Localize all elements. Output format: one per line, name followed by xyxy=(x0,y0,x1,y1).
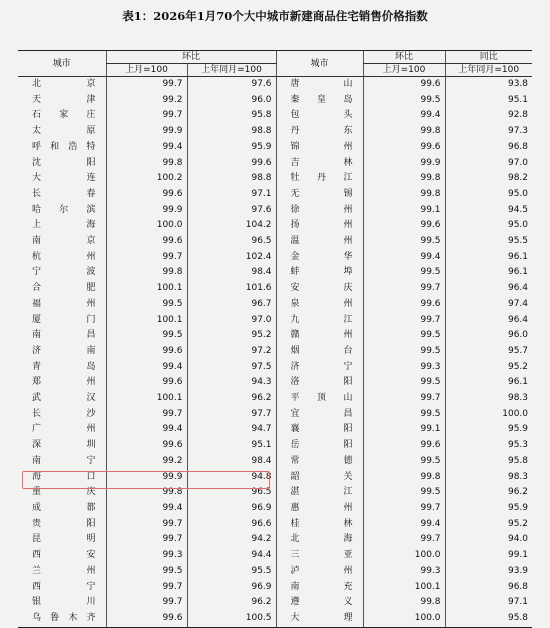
yoy-value: 99.1 xyxy=(445,548,532,564)
city-name: 银川 xyxy=(32,597,96,608)
yoy-value: 96.0 xyxy=(445,328,532,344)
mom-value: 99.5 xyxy=(363,485,445,501)
header-city-2: 城市 xyxy=(276,51,363,77)
city-name: 遵义 xyxy=(276,595,363,611)
yoy-value: 96.9 xyxy=(187,580,276,596)
mom-value: 99.7 xyxy=(106,517,187,533)
mom-value: 99.6 xyxy=(363,297,445,313)
yoy-value: 94.4 xyxy=(187,548,276,564)
city-name: 南宁 xyxy=(32,455,96,466)
table-row xyxy=(18,124,532,140)
city-name: 无锡 xyxy=(276,187,363,203)
mom-value: 99.8 xyxy=(363,595,445,611)
table-row xyxy=(18,580,532,596)
city-name: 湛江 xyxy=(276,485,363,501)
table-row xyxy=(18,297,532,313)
yoy-value: 95.2 xyxy=(187,328,276,344)
city-name: 南昌 xyxy=(32,330,96,341)
yoy-value: 99.6 xyxy=(187,156,276,172)
yoy-value: 96.4 xyxy=(445,281,532,297)
yoy-value: 94.3 xyxy=(187,375,276,391)
mom-value: 100.1 xyxy=(106,391,187,407)
mom-value: 99.7 xyxy=(106,532,187,548)
yoy-value: 95.8 xyxy=(445,454,532,470)
city-name: 泉州 xyxy=(276,297,363,313)
city-name: 长沙 xyxy=(32,408,96,419)
mom-value: 99.8 xyxy=(106,156,187,172)
table-row xyxy=(18,391,532,407)
table-row xyxy=(18,517,532,533)
mom-value: 99.7 xyxy=(106,580,187,596)
city-name: 南京 xyxy=(32,236,96,247)
yoy-value: 92.8 xyxy=(445,108,532,124)
mom-value: 99.1 xyxy=(363,203,445,219)
header-yoy-base-2: 上年同月=100 xyxy=(445,64,532,77)
header-mom-base: 上月=100 xyxy=(106,64,187,77)
mom-value: 100.2 xyxy=(106,171,187,187)
yoy-value: 96.2 xyxy=(187,595,276,611)
mom-value: 99.4 xyxy=(106,501,187,517)
mom-value: 99.5 xyxy=(106,564,187,580)
city-name: 天津 xyxy=(32,94,96,105)
mom-value: 99.9 xyxy=(106,470,187,486)
mom-value: 100.1 xyxy=(106,281,187,297)
yoy-value: 97.4 xyxy=(445,297,532,313)
city-name: 韶关 xyxy=(276,470,363,486)
mom-value: 99.7 xyxy=(363,391,445,407)
yoy-value: 104.2 xyxy=(187,218,276,234)
mom-value: 99.8 xyxy=(363,187,445,203)
yoy-value: 95.9 xyxy=(445,422,532,438)
city-name: 泸州 xyxy=(276,564,363,580)
city-name: 广州 xyxy=(32,424,96,435)
table-row xyxy=(18,281,532,297)
yoy-value: 96.1 xyxy=(445,375,532,391)
city-name: 大连 xyxy=(32,173,96,184)
header-mom: 环比 xyxy=(106,51,276,64)
header-mom-2: 环比 xyxy=(363,51,445,64)
city-name: 赣州 xyxy=(276,328,363,344)
mom-value: 99.9 xyxy=(363,156,445,172)
mom-value: 99.5 xyxy=(363,93,445,109)
yoy-value: 100.0 xyxy=(445,407,532,423)
city-name: 秦皇岛 xyxy=(276,93,363,109)
yoy-value: 98.3 xyxy=(445,470,532,486)
table-row xyxy=(18,360,532,376)
yoy-value: 95.3 xyxy=(445,438,532,454)
yoy-value: 94.7 xyxy=(187,422,276,438)
yoy-value: 98.8 xyxy=(187,124,276,140)
yoy-value: 97.7 xyxy=(187,407,276,423)
table-row xyxy=(18,313,532,329)
table-row xyxy=(18,548,532,564)
city-name: 宜昌 xyxy=(276,407,363,423)
mom-value: 99.6 xyxy=(106,344,187,360)
table-row xyxy=(18,218,532,234)
city-name: 石家庄 xyxy=(32,110,96,121)
table-row xyxy=(18,265,532,281)
city-name: 济南 xyxy=(32,345,96,356)
yoy-value: 101.6 xyxy=(187,281,276,297)
city-name: 太原 xyxy=(32,126,96,137)
city-name: 徐州 xyxy=(276,203,363,219)
yoy-value: 94.5 xyxy=(445,203,532,219)
table-row xyxy=(18,501,532,517)
city-name: 北京 xyxy=(32,79,96,89)
table-title: 表1：2026年1月70个大中城市新建商品住宅销售价格指数 xyxy=(122,9,428,23)
yoy-value: 95.0 xyxy=(445,218,532,234)
city-name: 烟台 xyxy=(276,344,363,360)
mom-value: 99.7 xyxy=(106,595,187,611)
city-name: 福州 xyxy=(32,298,96,309)
yoy-value: 98.8 xyxy=(187,171,276,187)
mom-value: 99.7 xyxy=(363,313,445,329)
mom-value: 99.4 xyxy=(363,250,445,266)
table-row xyxy=(18,454,532,470)
table-row xyxy=(18,140,532,156)
table-row xyxy=(18,171,532,187)
yoy-value: 98.2 xyxy=(445,171,532,187)
city-name: 上海 xyxy=(32,220,96,231)
city-name: 贵阳 xyxy=(32,518,96,529)
city-name: 昆明 xyxy=(32,534,96,545)
yoy-value: 95.2 xyxy=(445,517,532,533)
yoy-value: 95.0 xyxy=(445,187,532,203)
mom-value: 99.6 xyxy=(106,234,187,250)
table-row xyxy=(18,234,532,250)
mom-value: 99.8 xyxy=(363,470,445,486)
yoy-value: 95.8 xyxy=(187,108,276,124)
mom-value: 99.6 xyxy=(363,77,445,93)
table-row xyxy=(18,611,532,627)
yoy-value: 97.5 xyxy=(187,360,276,376)
yoy-value: 96.1 xyxy=(445,250,532,266)
mom-value: 99.5 xyxy=(363,454,445,470)
mom-value: 99.5 xyxy=(363,265,445,281)
mom-value: 99.4 xyxy=(363,517,445,533)
yoy-value: 98.4 xyxy=(187,265,276,281)
mom-value: 99.5 xyxy=(363,344,445,360)
yoy-value: 96.5 xyxy=(187,234,276,250)
yoy-value: 95.5 xyxy=(445,234,532,250)
city-name: 北海 xyxy=(276,532,363,548)
yoy-value: 96.2 xyxy=(187,391,276,407)
mom-value: 99.9 xyxy=(106,203,187,219)
table-row xyxy=(18,485,532,501)
yoy-value: 96.4 xyxy=(445,313,532,329)
mom-value: 99.6 xyxy=(106,611,187,627)
city-name: 襄阳 xyxy=(276,422,363,438)
city-name: 三亚 xyxy=(276,548,363,564)
table-row xyxy=(18,93,532,109)
table-row xyxy=(18,422,532,438)
mom-value: 99.7 xyxy=(106,250,187,266)
mom-value: 99.8 xyxy=(106,485,187,501)
mom-value: 99.6 xyxy=(363,218,445,234)
table-row xyxy=(18,407,532,423)
yoy-value: 96.8 xyxy=(445,580,532,596)
table-row xyxy=(18,108,532,124)
city-name: 西安 xyxy=(32,550,96,561)
table-row xyxy=(18,375,532,391)
city-name: 西宁 xyxy=(32,581,96,592)
yoy-value: 96.6 xyxy=(187,517,276,533)
mom-value: 99.8 xyxy=(363,124,445,140)
city-name: 杭州 xyxy=(32,251,96,262)
yoy-value: 95.8 xyxy=(445,611,532,627)
yoy-value: 98.3 xyxy=(445,391,532,407)
table-row xyxy=(18,156,532,172)
mom-value: 99.6 xyxy=(363,438,445,454)
city-name: 扬州 xyxy=(276,218,363,234)
mom-value: 99.8 xyxy=(106,265,187,281)
city-name: 蚌埠 xyxy=(276,265,363,281)
city-name: 厦门 xyxy=(32,314,96,325)
mom-value: 99.6 xyxy=(106,187,187,203)
city-name: 金华 xyxy=(276,250,363,266)
yoy-value: 94.2 xyxy=(187,532,276,548)
table-row xyxy=(18,328,532,344)
city-name: 洛阳 xyxy=(276,375,363,391)
yoy-value: 97.1 xyxy=(445,595,532,611)
mom-value: 99.7 xyxy=(106,77,187,93)
yoy-value: 95.9 xyxy=(187,140,276,156)
city-name: 吉林 xyxy=(276,156,363,172)
yoy-value: 95.2 xyxy=(445,360,532,376)
table-row xyxy=(18,470,532,486)
mom-value: 99.5 xyxy=(363,234,445,250)
mom-value: 99.1 xyxy=(363,422,445,438)
yoy-value: 94.8 xyxy=(187,470,276,486)
city-name: 牡丹江 xyxy=(276,171,363,187)
yoy-value: 96.1 xyxy=(445,265,532,281)
mom-value: 99.7 xyxy=(363,281,445,297)
city-name: 岳阳 xyxy=(276,438,363,454)
city-name: 深圳 xyxy=(32,440,96,451)
mom-value: 99.7 xyxy=(106,108,187,124)
city-name: 青岛 xyxy=(32,361,96,372)
table-row xyxy=(18,564,532,580)
mom-value: 99.5 xyxy=(106,297,187,313)
mom-value: 99.5 xyxy=(363,375,445,391)
city-name: 合肥 xyxy=(32,283,96,294)
mom-value: 99.7 xyxy=(363,532,445,548)
mom-value: 99.9 xyxy=(106,124,187,140)
table-row xyxy=(18,250,532,266)
mom-value: 100.0 xyxy=(363,611,445,627)
yoy-value: 97.6 xyxy=(187,203,276,219)
mom-value: 99.4 xyxy=(363,108,445,124)
mom-value: 99.2 xyxy=(106,454,187,470)
city-name: 平顶山 xyxy=(276,391,363,407)
header-city: 城市 xyxy=(18,51,106,77)
yoy-value: 97.1 xyxy=(187,187,276,203)
mom-value: 99.4 xyxy=(106,360,187,376)
city-name: 沈阳 xyxy=(32,157,96,168)
yoy-value: 94.0 xyxy=(445,532,532,548)
yoy-value: 96.5 xyxy=(187,485,276,501)
city-name: 常德 xyxy=(276,454,363,470)
yoy-value: 96.2 xyxy=(445,485,532,501)
city-name: 宁波 xyxy=(32,267,96,278)
mom-value: 100.1 xyxy=(106,313,187,329)
yoy-value: 96.7 xyxy=(187,297,276,313)
yoy-value: 97.3 xyxy=(445,124,532,140)
city-name: 哈尔滨 xyxy=(32,204,96,215)
mom-value: 99.4 xyxy=(106,140,187,156)
header-mom-base-2: 上月=100 xyxy=(363,64,445,77)
yoy-value: 93.9 xyxy=(445,564,532,580)
mom-value: 99.4 xyxy=(106,422,187,438)
mom-value: 99.3 xyxy=(363,360,445,376)
yoy-value: 95.1 xyxy=(445,93,532,109)
yoy-value: 97.0 xyxy=(445,156,532,172)
mom-value: 99.2 xyxy=(106,93,187,109)
yoy-value: 95.9 xyxy=(445,501,532,517)
mom-value: 99.8 xyxy=(363,171,445,187)
yoy-value: 96.9 xyxy=(187,501,276,517)
table-row xyxy=(18,438,532,454)
yoy-value: 95.5 xyxy=(187,564,276,580)
yoy-value: 97.0 xyxy=(187,313,276,329)
city-name: 锦州 xyxy=(276,140,363,156)
mom-value: 99.3 xyxy=(106,548,187,564)
city-name: 重庆 xyxy=(32,487,96,498)
city-name: 包头 xyxy=(276,108,363,124)
yoy-value: 97.6 xyxy=(187,77,276,93)
city-name: 郑州 xyxy=(32,377,96,388)
yoy-value: 102.4 xyxy=(187,250,276,266)
table-row xyxy=(18,203,532,219)
yoy-value: 95.1 xyxy=(187,438,276,454)
mom-value: 99.6 xyxy=(106,375,187,391)
mom-value: 99.5 xyxy=(363,407,445,423)
yoy-value: 93.8 xyxy=(445,77,532,93)
mom-value: 99.6 xyxy=(106,438,187,454)
mom-value: 99.7 xyxy=(106,407,187,423)
city-name: 兰州 xyxy=(32,565,96,576)
yoy-value: 96.0 xyxy=(187,93,276,109)
table-row xyxy=(18,187,532,203)
yoy-value: 100.5 xyxy=(187,611,276,627)
city-name: 成都 xyxy=(32,502,96,513)
yoy-value: 97.2 xyxy=(187,344,276,360)
header-yoy-2: 同比 xyxy=(445,51,532,64)
header-yoy-base: 上年同月=100 xyxy=(187,64,276,77)
city-name: 桂林 xyxy=(276,517,363,533)
city-name: 温州 xyxy=(276,234,363,250)
table-row xyxy=(18,77,532,93)
mom-value: 99.5 xyxy=(106,328,187,344)
mom-value: 100.0 xyxy=(363,548,445,564)
city-name: 乌鲁木齐 xyxy=(18,611,106,627)
city-name: 唐山 xyxy=(276,77,363,93)
city-name: 济宁 xyxy=(276,360,363,376)
yoy-value: 95.7 xyxy=(445,344,532,360)
mom-value: 99.6 xyxy=(363,140,445,156)
city-name: 九江 xyxy=(276,313,363,329)
mom-value: 100.0 xyxy=(106,218,187,234)
yoy-value: 98.4 xyxy=(187,454,276,470)
mom-value: 99.5 xyxy=(363,328,445,344)
city-name: 长春 xyxy=(32,188,96,199)
city-name: 呼和浩特 xyxy=(32,141,96,152)
table-row xyxy=(18,532,532,548)
yoy-value: 96.8 xyxy=(445,140,532,156)
price-index-table xyxy=(18,50,532,628)
city-name: 安庆 xyxy=(276,281,363,297)
city-name: 海口 xyxy=(32,471,96,482)
mom-value: 100.1 xyxy=(363,580,445,596)
city-name: 丹东 xyxy=(276,124,363,140)
table-row xyxy=(18,344,532,360)
table-body xyxy=(18,77,532,628)
city-name: 武汉 xyxy=(32,393,96,404)
mom-value: 99.3 xyxy=(363,564,445,580)
city-name: 大理 xyxy=(276,611,363,627)
mom-value: 99.7 xyxy=(363,501,445,517)
city-name: 惠州 xyxy=(276,501,363,517)
city-name: 南充 xyxy=(276,580,363,596)
